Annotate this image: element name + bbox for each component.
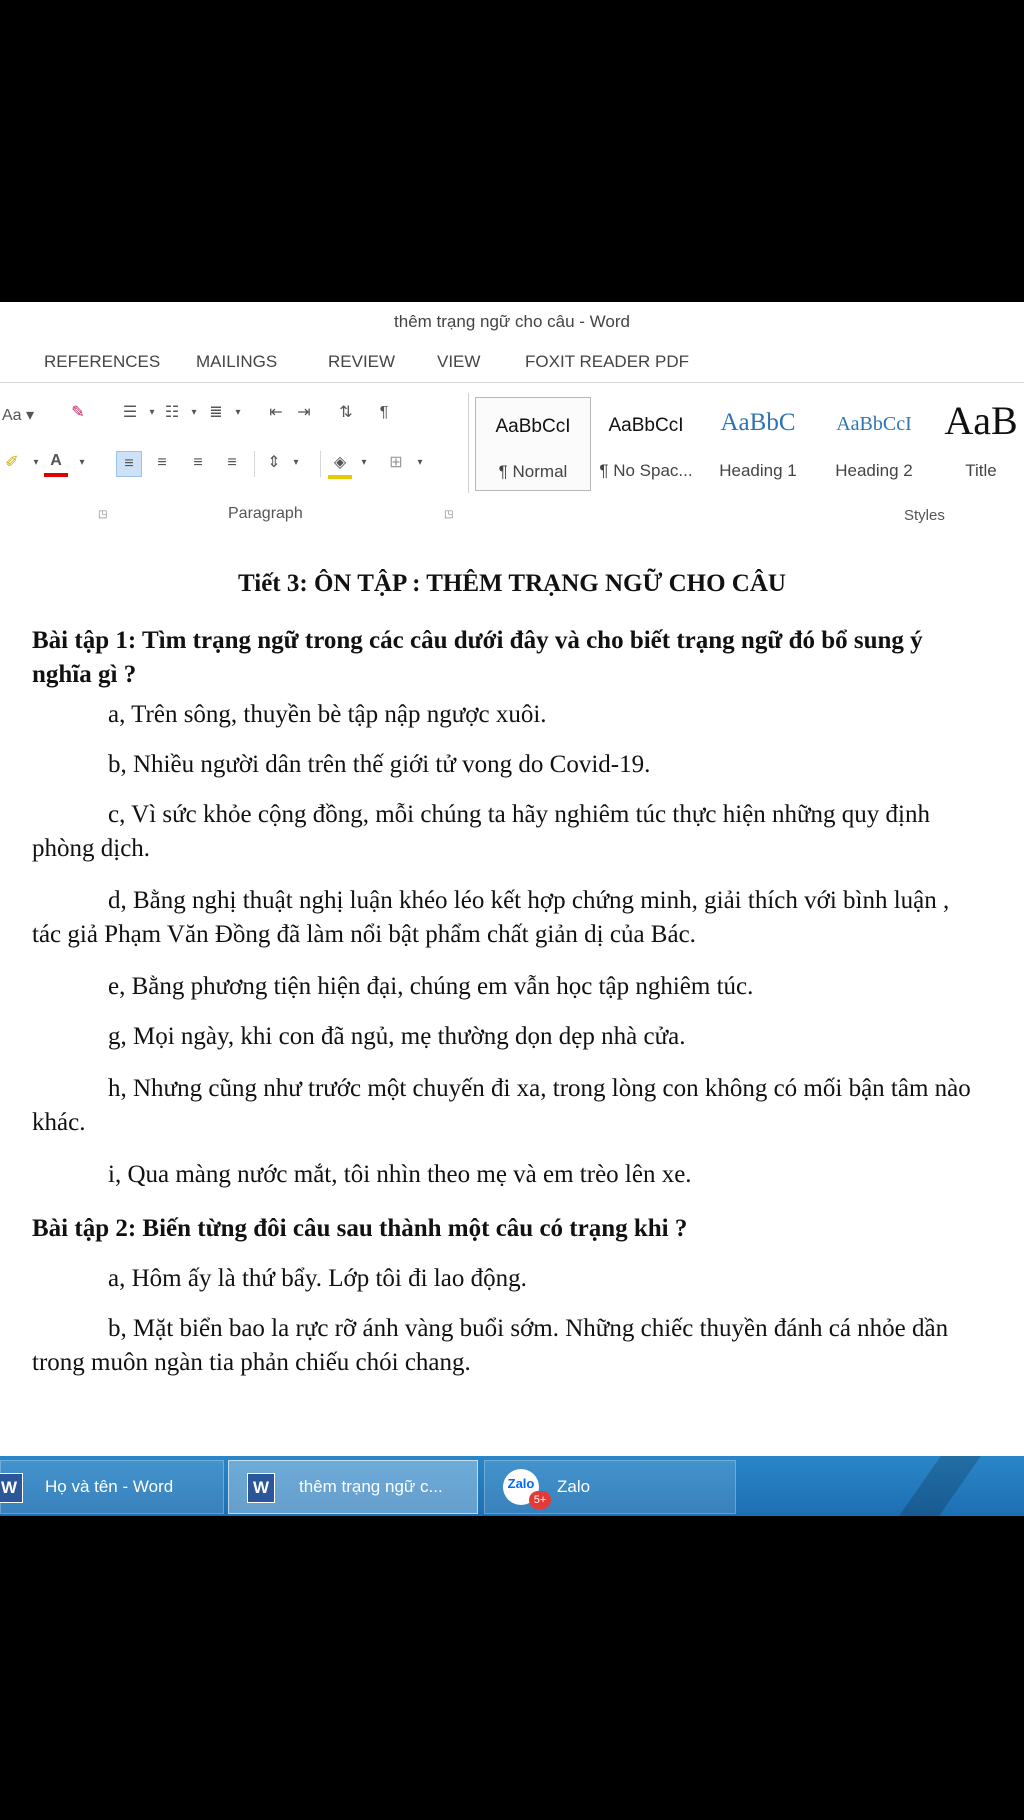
- word-icon: W: [247, 1473, 275, 1503]
- numbering-dropdown-icon[interactable]: ▾: [191, 407, 197, 418]
- notification-badge: 5+: [529, 1491, 551, 1509]
- paragraph-launcher-icon[interactable]: ◳: [444, 509, 454, 520]
- multilevel-dropdown-icon[interactable]: ▾: [235, 407, 241, 418]
- highlight-color-icon[interactable]: ✐: [5, 454, 19, 471]
- style-sample: AaBbCcI: [608, 415, 684, 436]
- tab-review[interactable]: REVIEW: [328, 352, 396, 371]
- style-label: ¶ No Spac...: [599, 461, 693, 480]
- style-no-spacing[interactable]: [589, 397, 703, 489]
- taskbar-item-zalo[interactable]: [484, 1460, 736, 1514]
- taskbar-item-ho-va-ten-word[interactable]: [0, 1460, 224, 1514]
- divider: [320, 451, 321, 477]
- shading-icon[interactable]: ◈: [328, 451, 352, 479]
- taskbar-item-label: Họ và tên - Word: [45, 1477, 174, 1496]
- exercise-2-item: b, Mặt biển bao la rực rỡ ánh vàng buổi sớm. Những chiếc thuyền đánh cá nhỏe dần trong muôn ngàn tia phản chiếu chói chang.: [32, 1315, 949, 1376]
- style-heading-2[interactable]: [817, 397, 931, 489]
- taskbar: [0, 1456, 1024, 1516]
- style-label: Heading 2: [835, 461, 913, 480]
- exercise-1-item: e, Bằng phương tiện hiện đại, chúng em vẫn học tập nghiêm túc.: [108, 973, 754, 1000]
- exercise-2-item: a, Hôm ấy là thứ bẩy. Lớp tôi đi lao động.: [108, 1265, 527, 1292]
- document-title: Tiết 3: ÔN TẬP : THÊM TRẠNG NGỮ CHO CÂU: [238, 570, 786, 597]
- multilevel-list-icon[interactable]: ≣: [209, 404, 223, 421]
- exercise-2-heading: Bài tập 2: Biến từng đôi câu sau thành một câu có trạng khi ?: [32, 1215, 688, 1242]
- bullets-dropdown-icon[interactable]: ▾: [149, 407, 155, 418]
- tab-foxit-reader-pdf[interactable]: FOXIT READER PDF: [525, 352, 690, 371]
- ribbon-tabs: [0, 342, 1024, 382]
- tab-mailings[interactable]: MAILINGS: [196, 352, 278, 371]
- exercise-1-item: h, Nhưng cũng như trước một chuyến đi xa, trong lòng con không có mối bận tâm nào khác.: [32, 1075, 971, 1136]
- tab-references[interactable]: REFERENCES: [44, 352, 161, 371]
- increase-indent-icon[interactable]: ⇥: [297, 404, 311, 421]
- align-left-icon[interactable]: ≡: [116, 451, 142, 477]
- font-color-icon[interactable]: A: [44, 449, 68, 477]
- taskbar-item-them-trang-ngu[interactable]: [228, 1460, 478, 1514]
- style-sample: AaBbC: [720, 409, 796, 436]
- style-normal[interactable]: [475, 397, 591, 491]
- highlight-dropdown-icon[interactable]: ▾: [33, 457, 39, 468]
- taskbar-decoration: [899, 1456, 981, 1516]
- exercise-1-item: g, Mọi ngày, khi con đã ngủ, mẹ thường dọn dẹp nhà cửa.: [108, 1023, 686, 1050]
- style-heading-1[interactable]: [701, 397, 815, 489]
- borders-dropdown-icon[interactable]: ▾: [417, 457, 423, 468]
- zalo-icon: Zalo: [503, 1469, 539, 1505]
- exercise-1-heading: Bài tập 1: Tìm trạng ngữ trong các câu dưới đây và cho biết trạng ngữ đó bổ sung ý nghĩa gì ?: [32, 627, 923, 688]
- divider: [254, 451, 255, 477]
- style-sample: AaBbCcI: [836, 413, 912, 435]
- document-page[interactable]: [0, 532, 1024, 1456]
- ribbon: [0, 382, 1024, 534]
- justify-icon[interactable]: ≡: [227, 454, 237, 471]
- style-label: ¶ Normal: [498, 462, 568, 481]
- exercise-1-item: a, Trên sông, thuyền bè tập nập ngược xuôi.: [108, 701, 547, 728]
- word-icon: W: [0, 1473, 23, 1503]
- clear-formatting-icon[interactable]: ✎: [71, 404, 85, 421]
- tab-view[interactable]: VIEW: [437, 352, 481, 371]
- taskbar-item-label: thêm trạng ngữ c...: [299, 1477, 443, 1496]
- show-formatting-icon[interactable]: ¶: [379, 404, 389, 421]
- change-case-label: Aa: [2, 407, 22, 424]
- word-window: [0, 302, 1024, 1516]
- exercise-1-item: b, Nhiều người dân trên thế giới tử vong do Covid-19.: [108, 751, 651, 778]
- exercise-1-item: d, Bằng nghị thuật nghị luận khéo léo kết hợp chứng minh, giải thích với bình luận , tác giả Phạm Văn Đồng đã làm nổi bật phẩm chất giản dị của Bác.: [32, 887, 950, 948]
- window-title: thêm trạng ngữ cho câu - Word: [394, 312, 630, 331]
- exercise-1-item: i, Qua màng nước mắt, tôi nhìn theo mẹ và em trèo lên xe.: [108, 1161, 692, 1188]
- styles-group-label: Styles: [904, 507, 945, 524]
- line-spacing-icon[interactable]: ⇕: [267, 454, 281, 471]
- style-sample: AaB: [944, 398, 1018, 443]
- font-launcher-icon[interactable]: ◳: [98, 509, 108, 520]
- font-color-dropdown-icon[interactable]: ▾: [79, 457, 85, 468]
- line-spacing-dropdown-icon[interactable]: ▾: [293, 457, 299, 468]
- bullets-icon[interactable]: ☰: [122, 404, 138, 421]
- align-right-icon[interactable]: ≡: [193, 454, 203, 471]
- style-label: Heading 1: [719, 461, 797, 480]
- decrease-indent-icon[interactable]: ⇤: [269, 404, 283, 421]
- numbering-icon[interactable]: ☷: [164, 404, 180, 421]
- align-center-icon[interactable]: ≡: [157, 454, 167, 471]
- sort-icon[interactable]: ⇅: [339, 404, 353, 421]
- taskbar-item-label: Zalo: [557, 1477, 591, 1496]
- borders-icon[interactable]: ⊞: [389, 454, 403, 471]
- styles-gallery: [468, 393, 1024, 493]
- style-title[interactable]: [937, 397, 1024, 489]
- change-case-button[interactable]: Aa ▾: [2, 407, 35, 424]
- shading-dropdown-icon[interactable]: ▾: [361, 457, 367, 468]
- paragraph-group-label: Paragraph: [228, 505, 303, 522]
- style-sample: AaBbCcI: [495, 416, 571, 437]
- exercise-1-item: c, Vì sức khỏe cộng đồng, mỗi chúng ta hãy nghiêm túc thực hiện những quy định phòng dịch.: [32, 801, 930, 862]
- style-label: Title: [965, 461, 997, 480]
